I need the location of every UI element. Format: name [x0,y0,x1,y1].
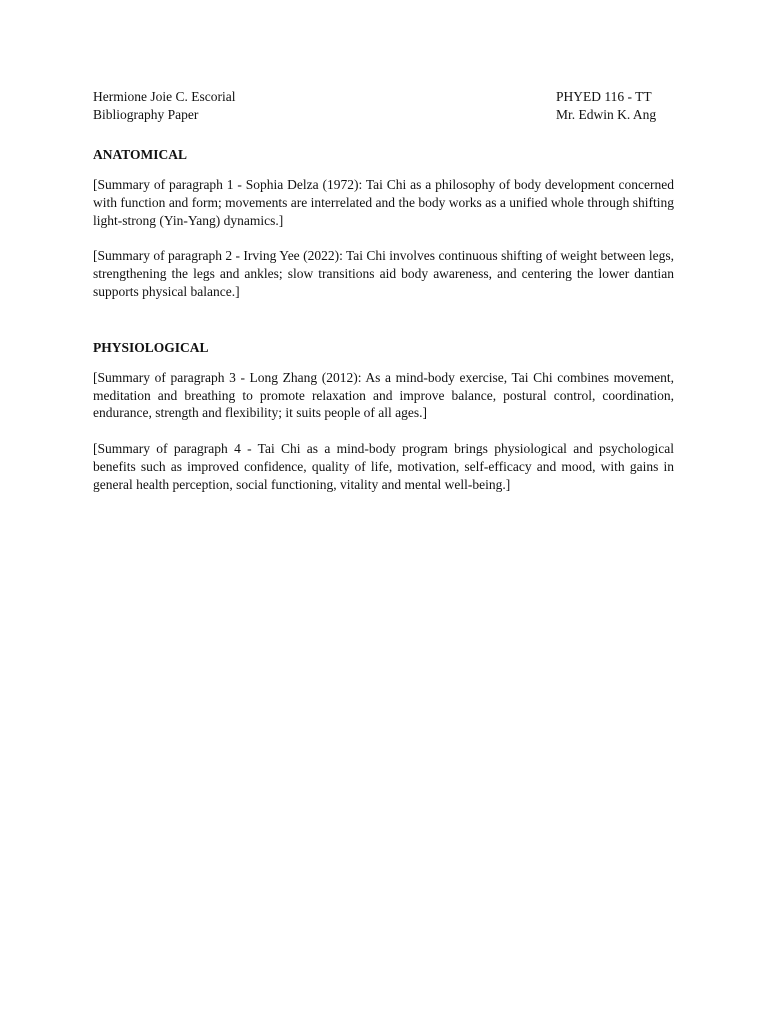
document-type: Bibliography Paper [93,107,199,122]
paragraph: [Summary of paragraph 4 - Tai Chi as a mind-body program brings physiological and psychological benefits such as improved confidence, quality of life, motivation, self-efficacy and mood, with gains in general health perception, social functioning, vitality and mental well-being.] [93,441,674,492]
header-left [93,88,235,124]
header-right [556,88,674,124]
document-header [93,88,674,124]
section-heading-anatomical: ANATOMICAL [93,147,188,162]
section-heading-physiological: PHYSIOLOGICAL [93,339,209,355]
author-name: Hermione Joie C. Escorial [93,89,236,104]
instructor-name: Mr. Edwin K. Ang [556,107,657,122]
paragraph: [Summary of paragraph 3 - Long Zhang (2012): As a mind-body exercise, Tai Chi combines movement, meditation and breathing to promote relaxation and improve balance, postural control, coordination, endurance, strength and flexibility; it suits people of all ages.] [93,369,674,421]
paragraph: [Summary of paragraph 2 - Irving Yee (2022): Tai Chi involves continuous shifting of weight between legs, strengthening the legs and ankles; slow transitions aid body awareness, and centering the lower dantian supports physical balance.] [93,248,674,299]
paragraph: [Summary of paragraph 1 - Sophia Delza (1972): Tai Chi as a philosophy of body development concerned with function and form; movements are interrelated and the body works as a unified whole through shifting light-strong (Yin-Yang) dynamics.] [93,177,674,228]
course-code: PHYED 116 - TT [556,89,652,104]
